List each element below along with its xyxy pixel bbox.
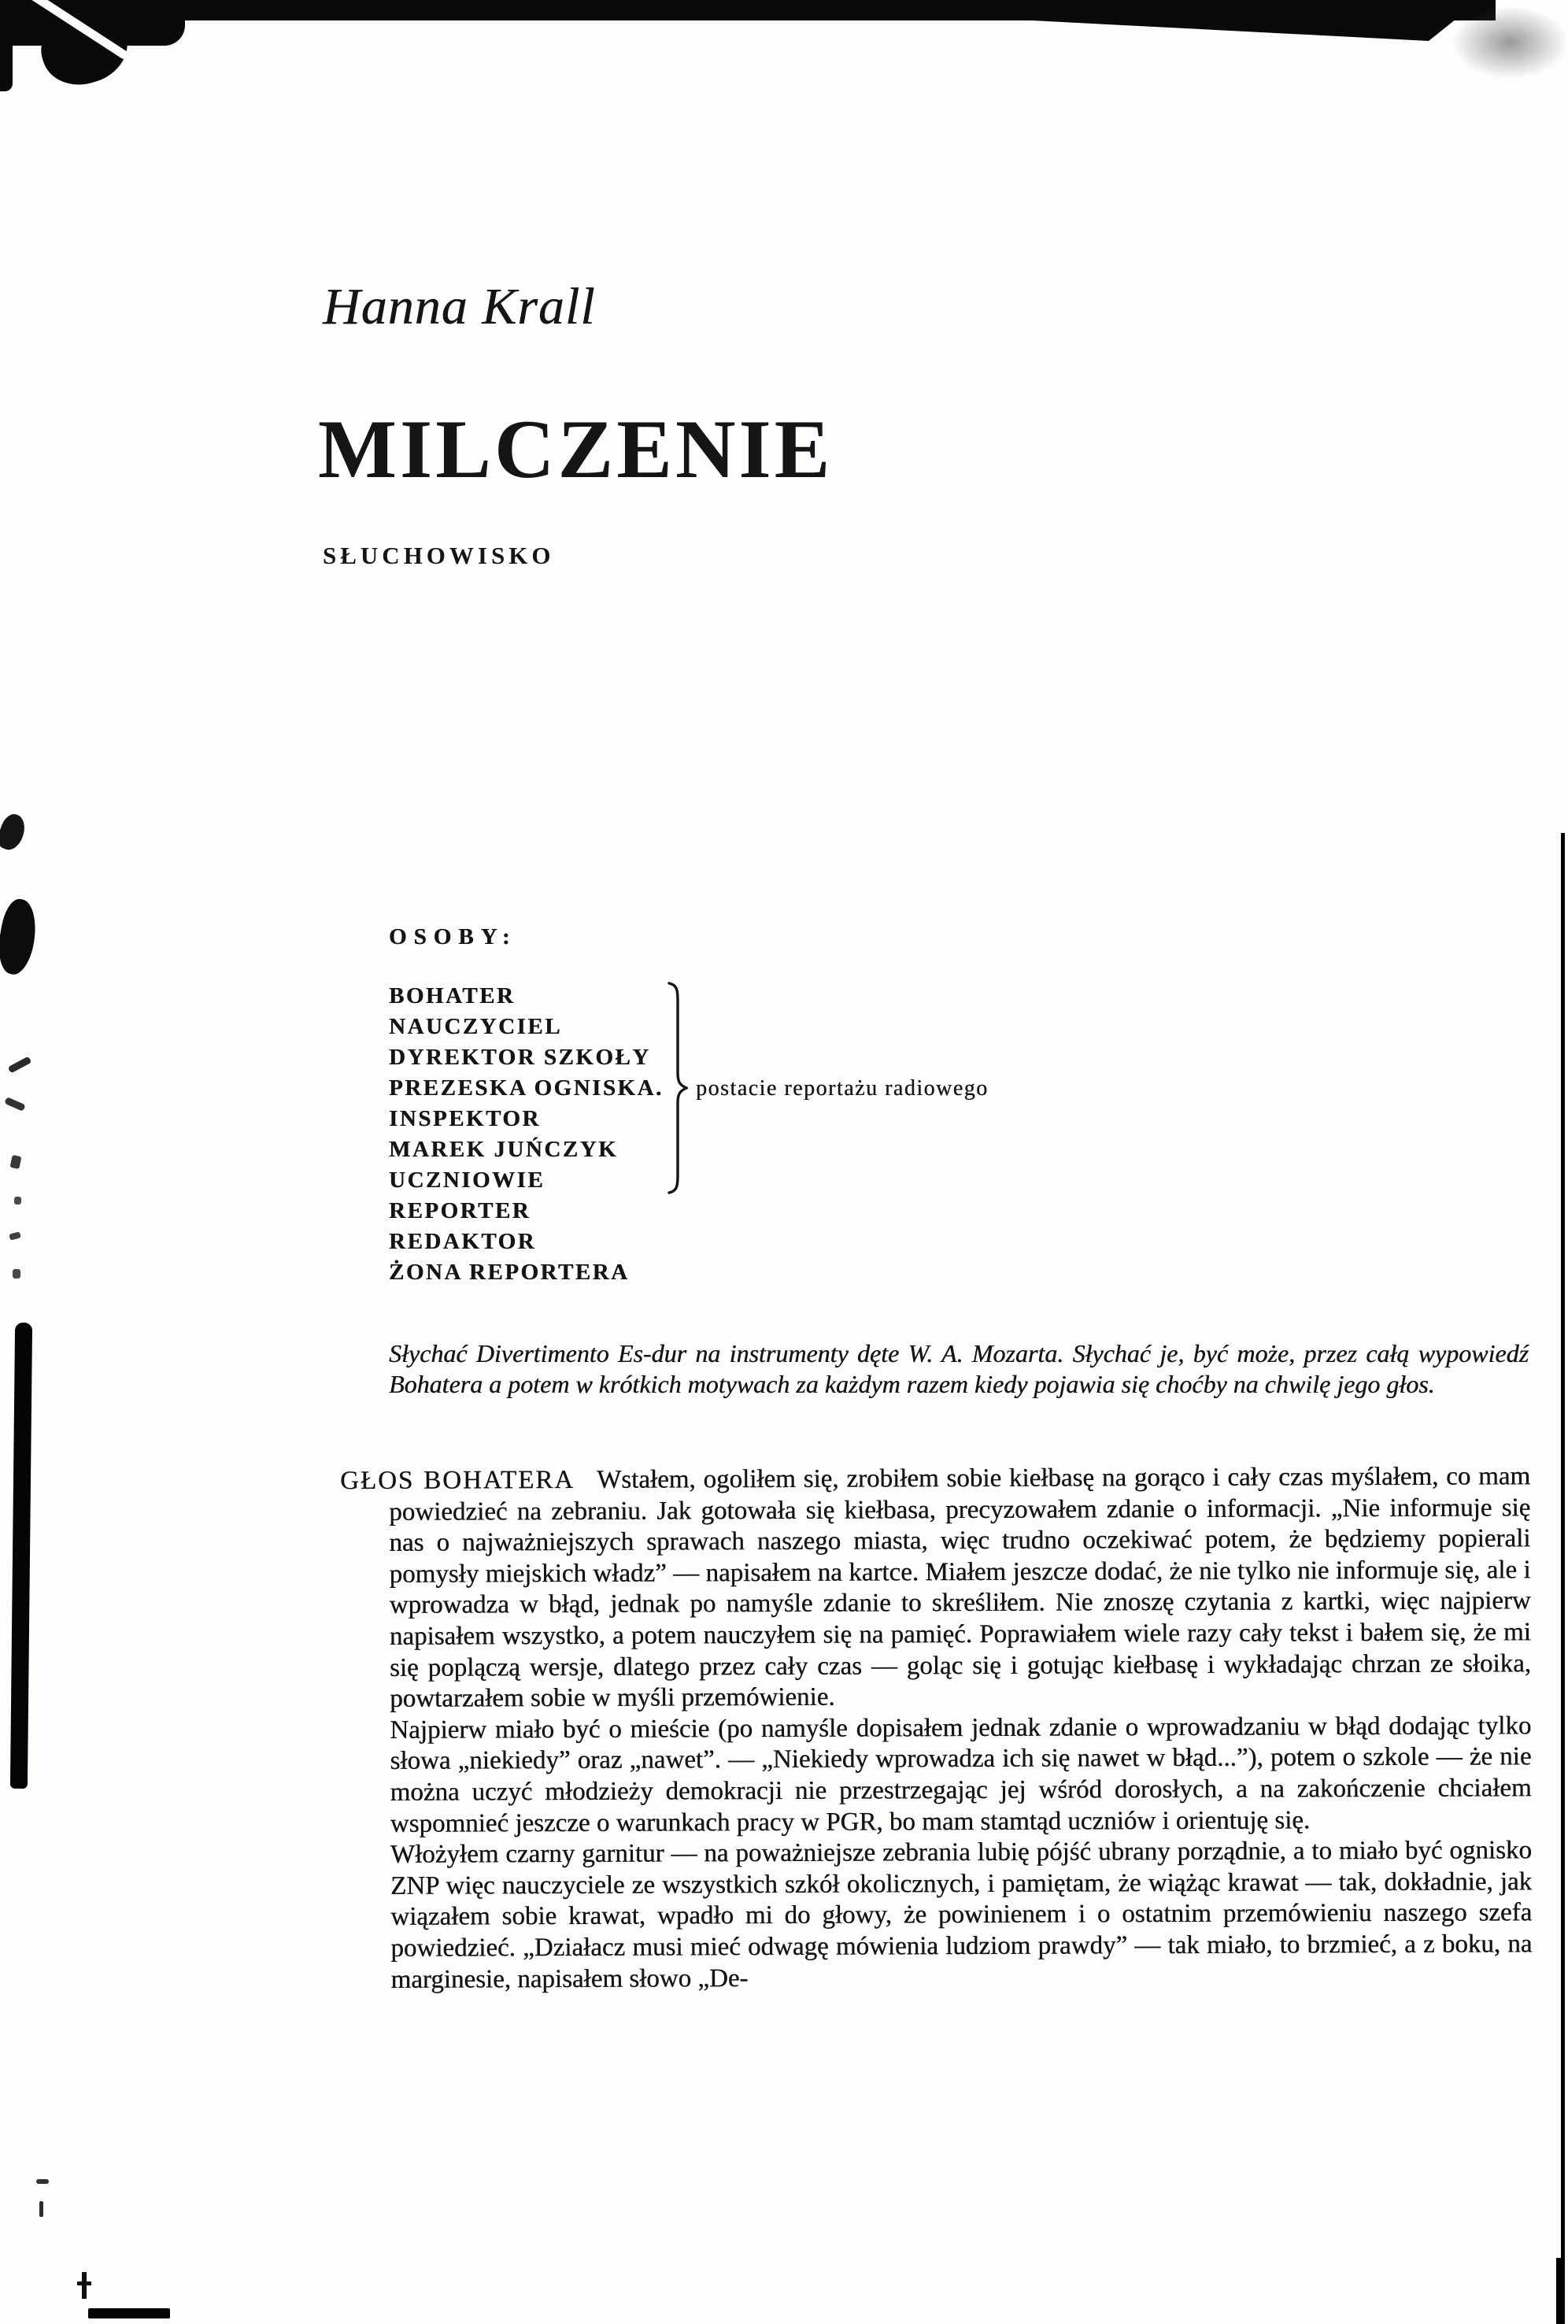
cast-heading: OSOBY: <box>389 924 517 949</box>
cast-member: REPORTER <box>389 1198 531 1223</box>
cast-member: REDAKTOR <box>389 1229 537 1254</box>
paragraph <box>342 1835 1533 1996</box>
page-title: MILCZENIE <box>318 403 834 495</box>
scan-artifact-top-band-mid <box>181 0 992 17</box>
cast-member: INSPEKTOR <box>389 1106 541 1131</box>
scan-artifact-left-smudge-2 <box>0 897 41 977</box>
scan-artifact-left-mark-5 <box>9 1231 21 1240</box>
scan-artifact-right-edge-bottom <box>1556 2258 1565 2324</box>
cast-list <box>389 981 664 1288</box>
cast-member: DYREKTOR SZKOŁY <box>389 1045 651 1070</box>
speaker-name: GŁOS BOHATERA <box>340 1465 575 1495</box>
scan-artifact-left-mark-4 <box>14 1197 21 1205</box>
cast-member: ŻONA REPORTERA <box>389 1260 630 1285</box>
paragraph-text: Włożyłem czarny garnitur — na poważniejsze zebrania lubię pójść ubrany porządnie, a to miało być ognisko ZNP więc nauczyciele ze wszystkich szkół okolicznych, i pamiętam, że wiążąc krawat — tak, dokładnie, jak wiązałem sobie krawat, wpadło mi do głowy, że powinienem i o ostatnim przemówieniu naszego szefa powiedzieć. „Działacz musi mieć odwagę mówienia ludziom prawdy” — tak miało, to brzmieć, a z boku, na marginesie, napisałem słowo „De- <box>390 1836 1533 1994</box>
scan-artifact-bottom-mark-1 <box>36 2179 49 2184</box>
author-name: Hanna Krall <box>323 278 596 335</box>
page-subtitle: SŁUCHOWISKO <box>323 542 555 569</box>
cast-member: BOHATER <box>389 983 516 1008</box>
scan-artifact-left-mark-3 <box>9 1155 21 1169</box>
scan-artifact-top-band-right <box>968 0 1480 41</box>
paragraph-text: Najpierw miało być o mieście (po namyśle dopisałem jednak zdanie o wprowadzaniu w błąd dodając tylko słowa „niekiedy” oraz „nawet”. — „Niekiedy wprowadza ich się nawet w błąd...”), potem o szkole — że nie można uczyć młodzieży demokracji nie przestrzegając jej wśród dorosłych, a na zakończenie chciałem wspomnieć jeszcze o warunkach pracy w PGR, bo mam stamtąd uczniów i orientuję się. <box>390 1711 1532 1838</box>
scan-artifact-bottom-bar <box>88 2308 170 2318</box>
cast-group-brace-icon <box>666 981 688 1195</box>
stage-direction: Słychać Divertimento Es-dur na instrumenty dęte W. A. Mozarta. Słychać je, być może, przez całą wypowiedź Bohatera a potem w krótkich motywach za każdym razem kiedy pojawia się choćby na chwilę jego głos. <box>389 1339 1529 1398</box>
main-text <box>340 1461 1533 1996</box>
cast-member: UCZNIOWIE <box>389 1168 545 1193</box>
scan-artifact-bottom-mark-2 <box>39 2201 43 2217</box>
scan-artifact-top-smudge-right <box>1452 6 1568 79</box>
scan-artifact-left-smudge-1 <box>0 811 29 853</box>
scan-artifact-left-mark-2 <box>4 1097 25 1112</box>
scan-artifact-left-edge-top <box>0 39 13 91</box>
cast-member: NAUCZYCIEL <box>389 1014 562 1039</box>
paragraph <box>340 1461 1531 1715</box>
paragraph <box>341 1711 1532 1840</box>
scan-artifact-bottom-mark-4 <box>77 2281 91 2285</box>
scan-artifact-left-bar <box>10 1323 32 1789</box>
scan-artifact-left-mark-6 <box>13 1269 20 1279</box>
scan-artifact-bottom-mark-3 <box>82 2272 87 2299</box>
scan-artifact-left-mark-1 <box>8 1056 32 1073</box>
cast-member: PREZESKA OGNISKA. <box>389 1075 664 1101</box>
cast-brace-label: postacie reportażu radiowego <box>696 1076 989 1101</box>
paragraph-text: Wstałem, ogoliłem się, zrobiłem sobie kiełbasę na gorąco i cały czas myślałem, co mam powiedzieć na zebraniu. Jak gotowała się kiełbasa, precyzowałem zdanie o informacji. „Nie informuje się nas o najważniejszych sprawach naszego miasta, więc trudno oczekiwać potem, że będziemy popierali pomysły miejskich władz” — napisałem na kartce. Miałem jeszcze dodać, że nie tylko nie informuje się, ale i wprowadza w błąd, jednak po namyśle zdanie to skreśliłem. Nie znoszę czytania z kartki, więc najpierw napisałem wszystko, a potem nauczyłem się na pamięć. Poprawiałem wiele razy cały tekst i bałem się, że mi się poplączą wersje, dlatego przez cały czas — goląc się i gotując kiełbasę i wykładając chrzan ze słoika, powtarzałem sobie w myśli przemówienie. <box>389 1462 1532 1713</box>
scan-artifact-right-edge-line <box>1561 833 1565 2324</box>
cast-member: MAREK JUŃCZYK <box>389 1137 619 1162</box>
